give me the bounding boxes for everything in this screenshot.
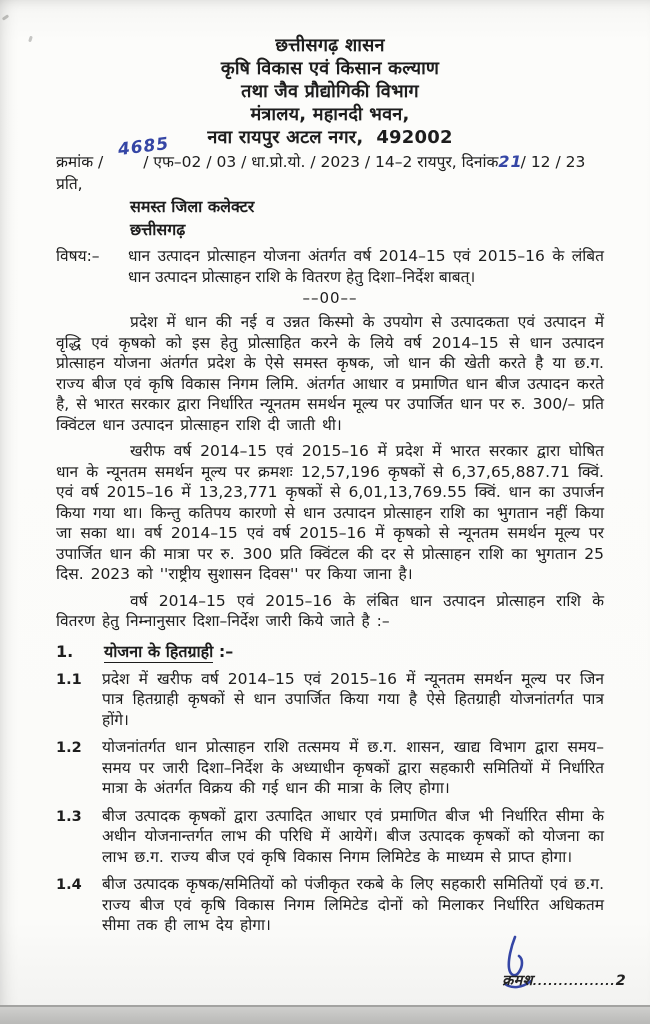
clause-number: 1.1 (56, 671, 82, 688)
clause-number: 1.4 (56, 877, 82, 893)
letterhead (56, 34, 604, 149)
next-page-number: 2 (615, 973, 626, 989)
clause-number: 1.3 (56, 808, 82, 825)
letterhead-address-line1: मंत्रालय, महानदी भवन, (250, 104, 410, 125)
clause-item-1-1 (56, 669, 604, 731)
subject-label: विषय:– (56, 247, 100, 265)
date-month-year: / 12 / 23 (520, 153, 586, 171)
scan-bottom-edge (0, 1005, 650, 1024)
continuation-dots: ................ (532, 975, 616, 988)
clause-item-1-2 (56, 737, 604, 799)
body-paragraph-2: खरीफ वर्ष 2014–15 एवं 2015–16 में प्रदेश में भारत सरकार द्वारा घोषित धान के न्यूनतम समर्थन मूल्य पर क्रमशः 12,57,196 कृषकों से 6,37,65,887.71 क्विं. एवं वर्ष 2015–16 में 13,23,771 कृषकों से 6,01,13,769.55 क्विं. धान का उपार्जन किया गया था। किन्तु कतिपय कारणो से धान उत्पादन प्रोत्साहन राशि का भुगतान नहीं किया जा सका था। वर्ष 2014–15 एवं वर्ष 2015–16 में कृषको से न्यूनतम समर्थन मूल्य पर उपार्जित धान की मात्रा पर रु. 300 प्रति क्विंटल की दर से प्रोत्साहन राशि का भुगतान 25 दिस. 2023 को ''राष्ट्रीय सुशासन दिवस'' पर किया जाना है। (56, 442, 604, 583)
section-1-heading (56, 641, 604, 662)
continuation-label: क्रमश (502, 973, 533, 989)
body-paragraph-1: प्रदेश में धान की नई व उन्नत किस्मो के उपयोग से उत्पादकता एवं उत्पादन में वृद्धि एवं कृषको को इस हेतु प्रोत्साहित करने के लिये वर्ष 2014–15 से धान उत्पादन प्रोत्साहन योजना अंतर्गत प्रदेश के ऐसे समस्त कृषक, जो धान की खेती करते है या छ.ग. राज्य बीज एवं कृषि विकास निगम लिमि. अंतर्गत आधार व प्रमाणित धान बीज उत्पादन करते है, से भारत सरकार द्वारा निर्धारित न्यूनतम समर्थन मूल्य पर उपार्जित धान पर रु. 300/– प्रति क्विंटल धान उत्पादन प्रोत्साहन राशि दी जाती थी। (56, 313, 604, 434)
clause-number: 1.2 (56, 740, 82, 756)
salutation: प्रति, (56, 175, 83, 193)
reference-label: क्रमांक / (56, 153, 104, 171)
clause-item-1-4 (56, 874, 604, 936)
handwritten-serial-number: 4685 (116, 133, 171, 161)
addressee-line-collectors: समस्त जिला कलेक्टर (130, 197, 255, 216)
section-1-title: योजना के हितग्राही (104, 641, 214, 661)
body-paragraph-3: वर्ष 2014–15 एवं 2015–16 के लंबित धान उत्पादन प्रोत्साहन राशि के वितरण हेतु निम्नानुसार दिशा–निर्देश जारी किये जाते है :– (56, 591, 604, 630)
clause-text: बीज उत्पादक कृषक/समितियों को पंजीकृत रकबे के लिए सहकारी समितियों एवं छ.ग. राज्य बीज एवं कृषि विकास निगम लिमिटेड दोनों को मिलाकर निर्धारित अधिकतम सीमा तक ही लाभ देय होगा। (102, 875, 604, 934)
letterhead-govt-name: छत्तीसगढ़ शासन (275, 35, 385, 56)
section-separator: ––00–– (302, 289, 358, 307)
scan-artifact-mark (2, 14, 9, 20)
clause-text: प्रदेश में खरीफ वर्ष 2014–15 एवं 2015–16 में न्यूनतम समर्थन मूल्य पर जिन पात्र हितग्राही कृषकों से धान उपार्जित किया गया है ऐसे हितग्राही योजनांतर्गत पात्र होंगे। (102, 669, 604, 729)
letterhead-dept-line1: कृषि विकास एवं किसान कल्याण (220, 58, 440, 79)
reference-number-text: / एफ–02 / 03 / धा.प्रो.यो. / 2023 / 14–2 रायपुर, दिनांक (143, 153, 499, 171)
letterhead-dept-line2: तथा जैव प्रौद्योगिकी विभाग (241, 81, 419, 102)
clause-text: योजनांतर्गत धान प्रोत्साहन राशि तत्समय में छ.ग. शासन, खाद्य विभाग द्वारा समय–समय पर जारी दिशा–निर्देश के अध्याधीन कृषकों द्वारा सहकारी समितियों में निर्धारित मात्रा के अंतर्गत विक्रय की गई धान की मात्रा के लिए होगा। (102, 738, 604, 797)
handwritten-date-day: 21 (498, 152, 523, 171)
clause-text: बीज उत्पादक कृषकों द्वारा उत्पादित आधार एवं प्रमाणित बीज भी निर्धारित सीमा के अधीन योजनान्तर्गत लाभ की परिधि में आयेगें। बीज उत्पादक कृषकों को योजना का लाभ छ.ग. राज्य बीज एवं कृषि विकास निगम लिमिटेड के माध्यम से प्राप्त होगा। (102, 806, 604, 866)
clause-item-1-3 (56, 806, 604, 868)
subject-text: धान उत्पादन प्रोत्साहन योजना अंतर्गत वर्ष 2014–15 एवं 2015–16 के लंबित धान उत्पादन प्रोत्साहन राशि के वितरण हेतु दिशा–निर्देश बाबत्। (128, 247, 604, 286)
section-1-title-suffix: :– (213, 641, 234, 661)
letterhead-address-line2: नवा रायपुर अटल नगर, 492002 (207, 127, 453, 148)
addressee-block (130, 195, 604, 241)
subject-block (56, 246, 604, 288)
section-1-number: 1. (56, 641, 74, 661)
continuation-footer (502, 970, 626, 990)
addressee-line-state: छत्तीसगढ़ (130, 220, 186, 239)
scan-artifact-mark (28, 36, 33, 43)
